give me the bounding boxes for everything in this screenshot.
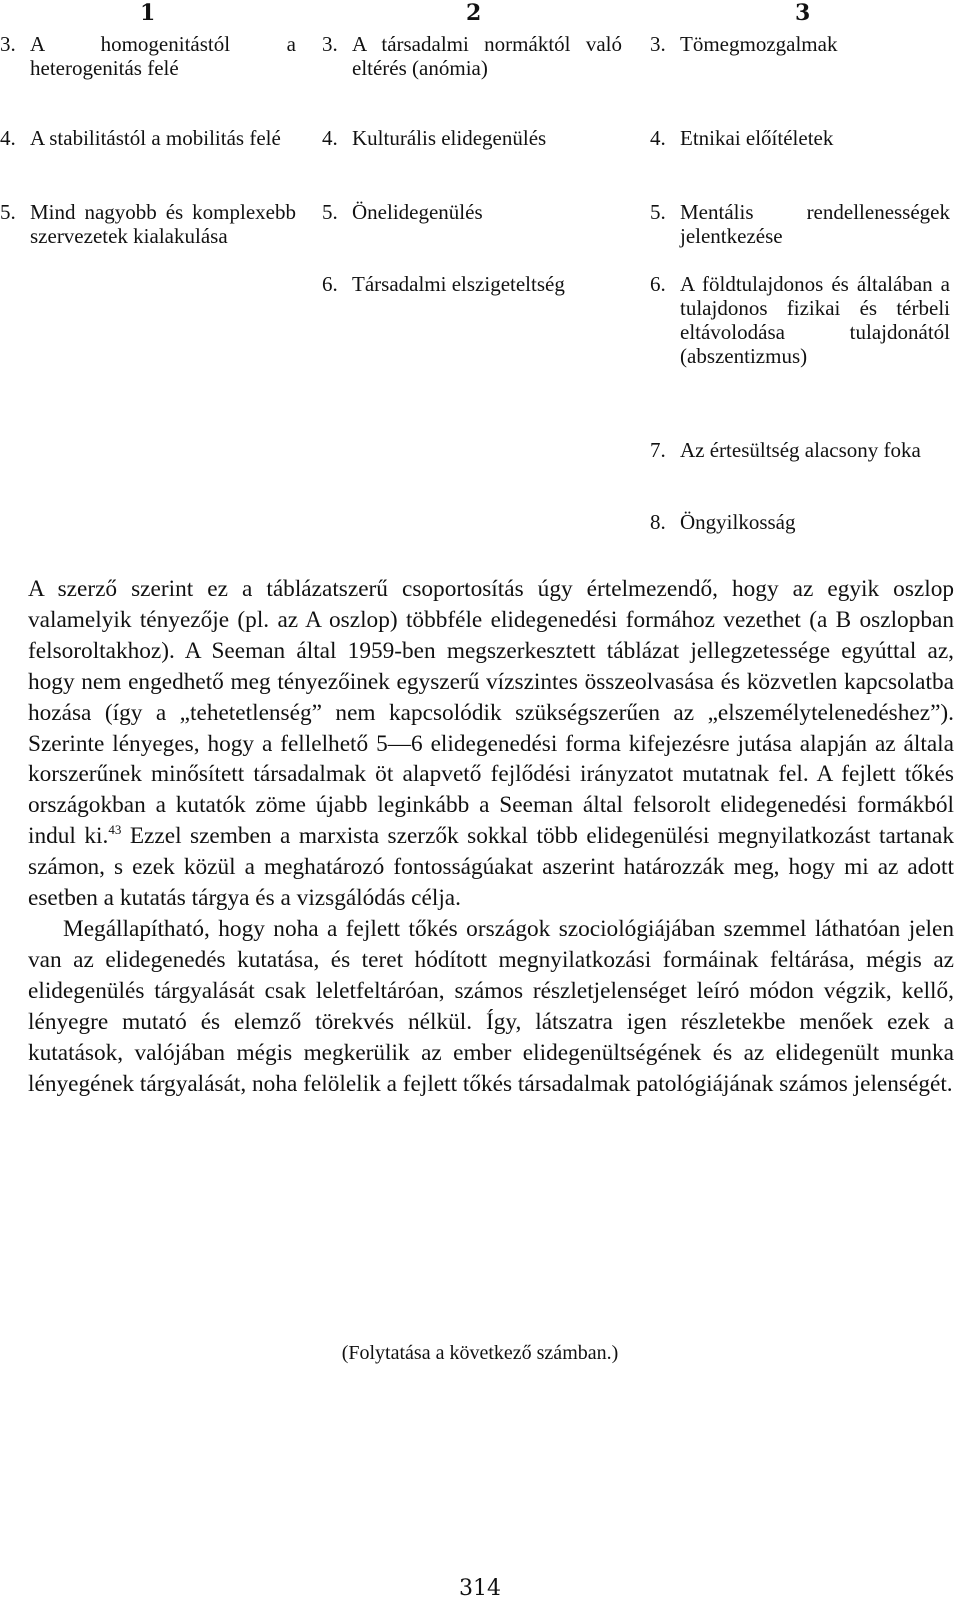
item-text: A földtulajdonos és általában a tulajdonos fizikai és térbeli eltávolodása tulajdonától (abszentizmus) (680, 272, 950, 368)
list-item (0, 32, 296, 80)
list-item (650, 510, 950, 534)
item-number: 6. (650, 272, 666, 296)
footnote-ref: 43 (108, 822, 122, 838)
item-text: A társadalmi normáktól való eltérés (anómia) (352, 32, 622, 80)
item-number: 3. (322, 32, 338, 56)
item-text: Kulturális elidegenülés (352, 126, 547, 150)
item-text: A stabilitástól a mobilitás felé (30, 126, 281, 150)
list-item (650, 438, 950, 462)
list-item (322, 200, 622, 224)
item-number: 4. (322, 126, 338, 150)
paragraph-1-continuation: Ezzel szemben a marxista szerzők sokkal több elidegenülési megnyilatkozást tartanak számon, s ezek közül a meghatározó fontosságúakat aszerint határozzák meg, hogy mi az adott esetben a kutatás tárgya és a vizsgálódás célja. (28, 823, 954, 912)
item-text: Tömegmozgalmak (680, 32, 838, 56)
item-number: 4. (650, 126, 666, 150)
item-number: 4. (0, 126, 16, 150)
item-number: 5. (322, 200, 338, 224)
item-text: Az értesültség alacsony foka (680, 438, 921, 462)
item-text: Mentális rendellenességek jelentkezése (680, 200, 950, 248)
list-item (0, 126, 296, 150)
item-number: 3. (650, 32, 666, 56)
item-number: 5. (0, 200, 16, 224)
list-item (650, 272, 950, 368)
paragraph-2: Megállapítható, hogy noha a fejlett tőkés országok szociológiájában szemmel láthatóan jelen van az elidegenedés kutatása, és teret hódított megnyilatkozási formáinak feltárása, mégis az elidegenülés tárgyalását csak leletfeltáróan, számos részletjelenséget leíró módon végzik, kellő, lényegre mutató és elemző törekvés nélkül. Így, látszatra igen részletekbe menőek ezek a kutatások, valójában mégis megkerülik az ember elidegenültségének és az elidegenült munka lényegének tárgyalását, noha felölelik a fejlett tőkés társadalmak patológiájának számos jelenségét. (28, 915, 954, 1097)
column-header-2: 2 (466, 0, 482, 26)
list-item (322, 32, 622, 80)
list-item (650, 200, 950, 248)
item-number: 6. (322, 272, 338, 296)
continuation-note: (Folytatása a következő számban.) (341, 1342, 619, 1364)
list-item (650, 126, 950, 150)
item-number: 7. (650, 438, 666, 462)
paragraph-1 (28, 574, 954, 914)
item-text: Öngyilkosság (680, 510, 796, 534)
column-header-1: 1 (140, 0, 156, 26)
item-number: 3. (0, 32, 16, 56)
page-number: 314 (459, 1576, 501, 1601)
item-text: Etnikai előítéletek (680, 126, 834, 150)
list-item (0, 200, 296, 248)
body-text (28, 574, 954, 1099)
item-text: Önelidegenülés (352, 200, 483, 224)
list-item (322, 272, 622, 296)
item-text: Mind nagyobb és komplexebb szervezetek kialakulása (30, 200, 296, 248)
item-number: 8. (650, 510, 666, 534)
column-header-3: 3 (795, 0, 811, 26)
list-item (650, 32, 950, 56)
paragraph-1-text: A szerző szerint ez a táblázatszerű csoportosítás úgy értelmezendő, hogy az egyik oszlop valamelyik tényezője (pl. az A oszlop) többféle elidegenedési formához vezethet (a B oszlopban felsoroltakhoz). A Seeman által 1959-ben megszerkesztett táblázat jellegzetessége egyúttal az, hogy nem engedhető meg tényezőinek egyszerű vízszintes összeolvasása és közvetlen kapcsolatba hozása (így a „tehetetlenség” nem kapcsolódik szükségszerűen az „elszemélytelenedéshez”). Szerinte lényeges, hogy a fellelhető 5—6 elidegenedési forma kifejezésre jutása alapján az általa korszerűnek minősített társadalmak öt alapvető fejlődési irányzatot mutatnak fel. A fejlett tőkés országokban a kutatók zöme újabb leginkább a Seeman által felsorolt elidegenedési formákból indul ki. (28, 576, 954, 850)
item-number: 5. (650, 200, 666, 224)
list-item (322, 126, 622, 150)
item-text: A homogenitástól a heterogenitás felé (30, 32, 296, 80)
item-text: Társadalmi elszigeteltség (352, 272, 565, 296)
